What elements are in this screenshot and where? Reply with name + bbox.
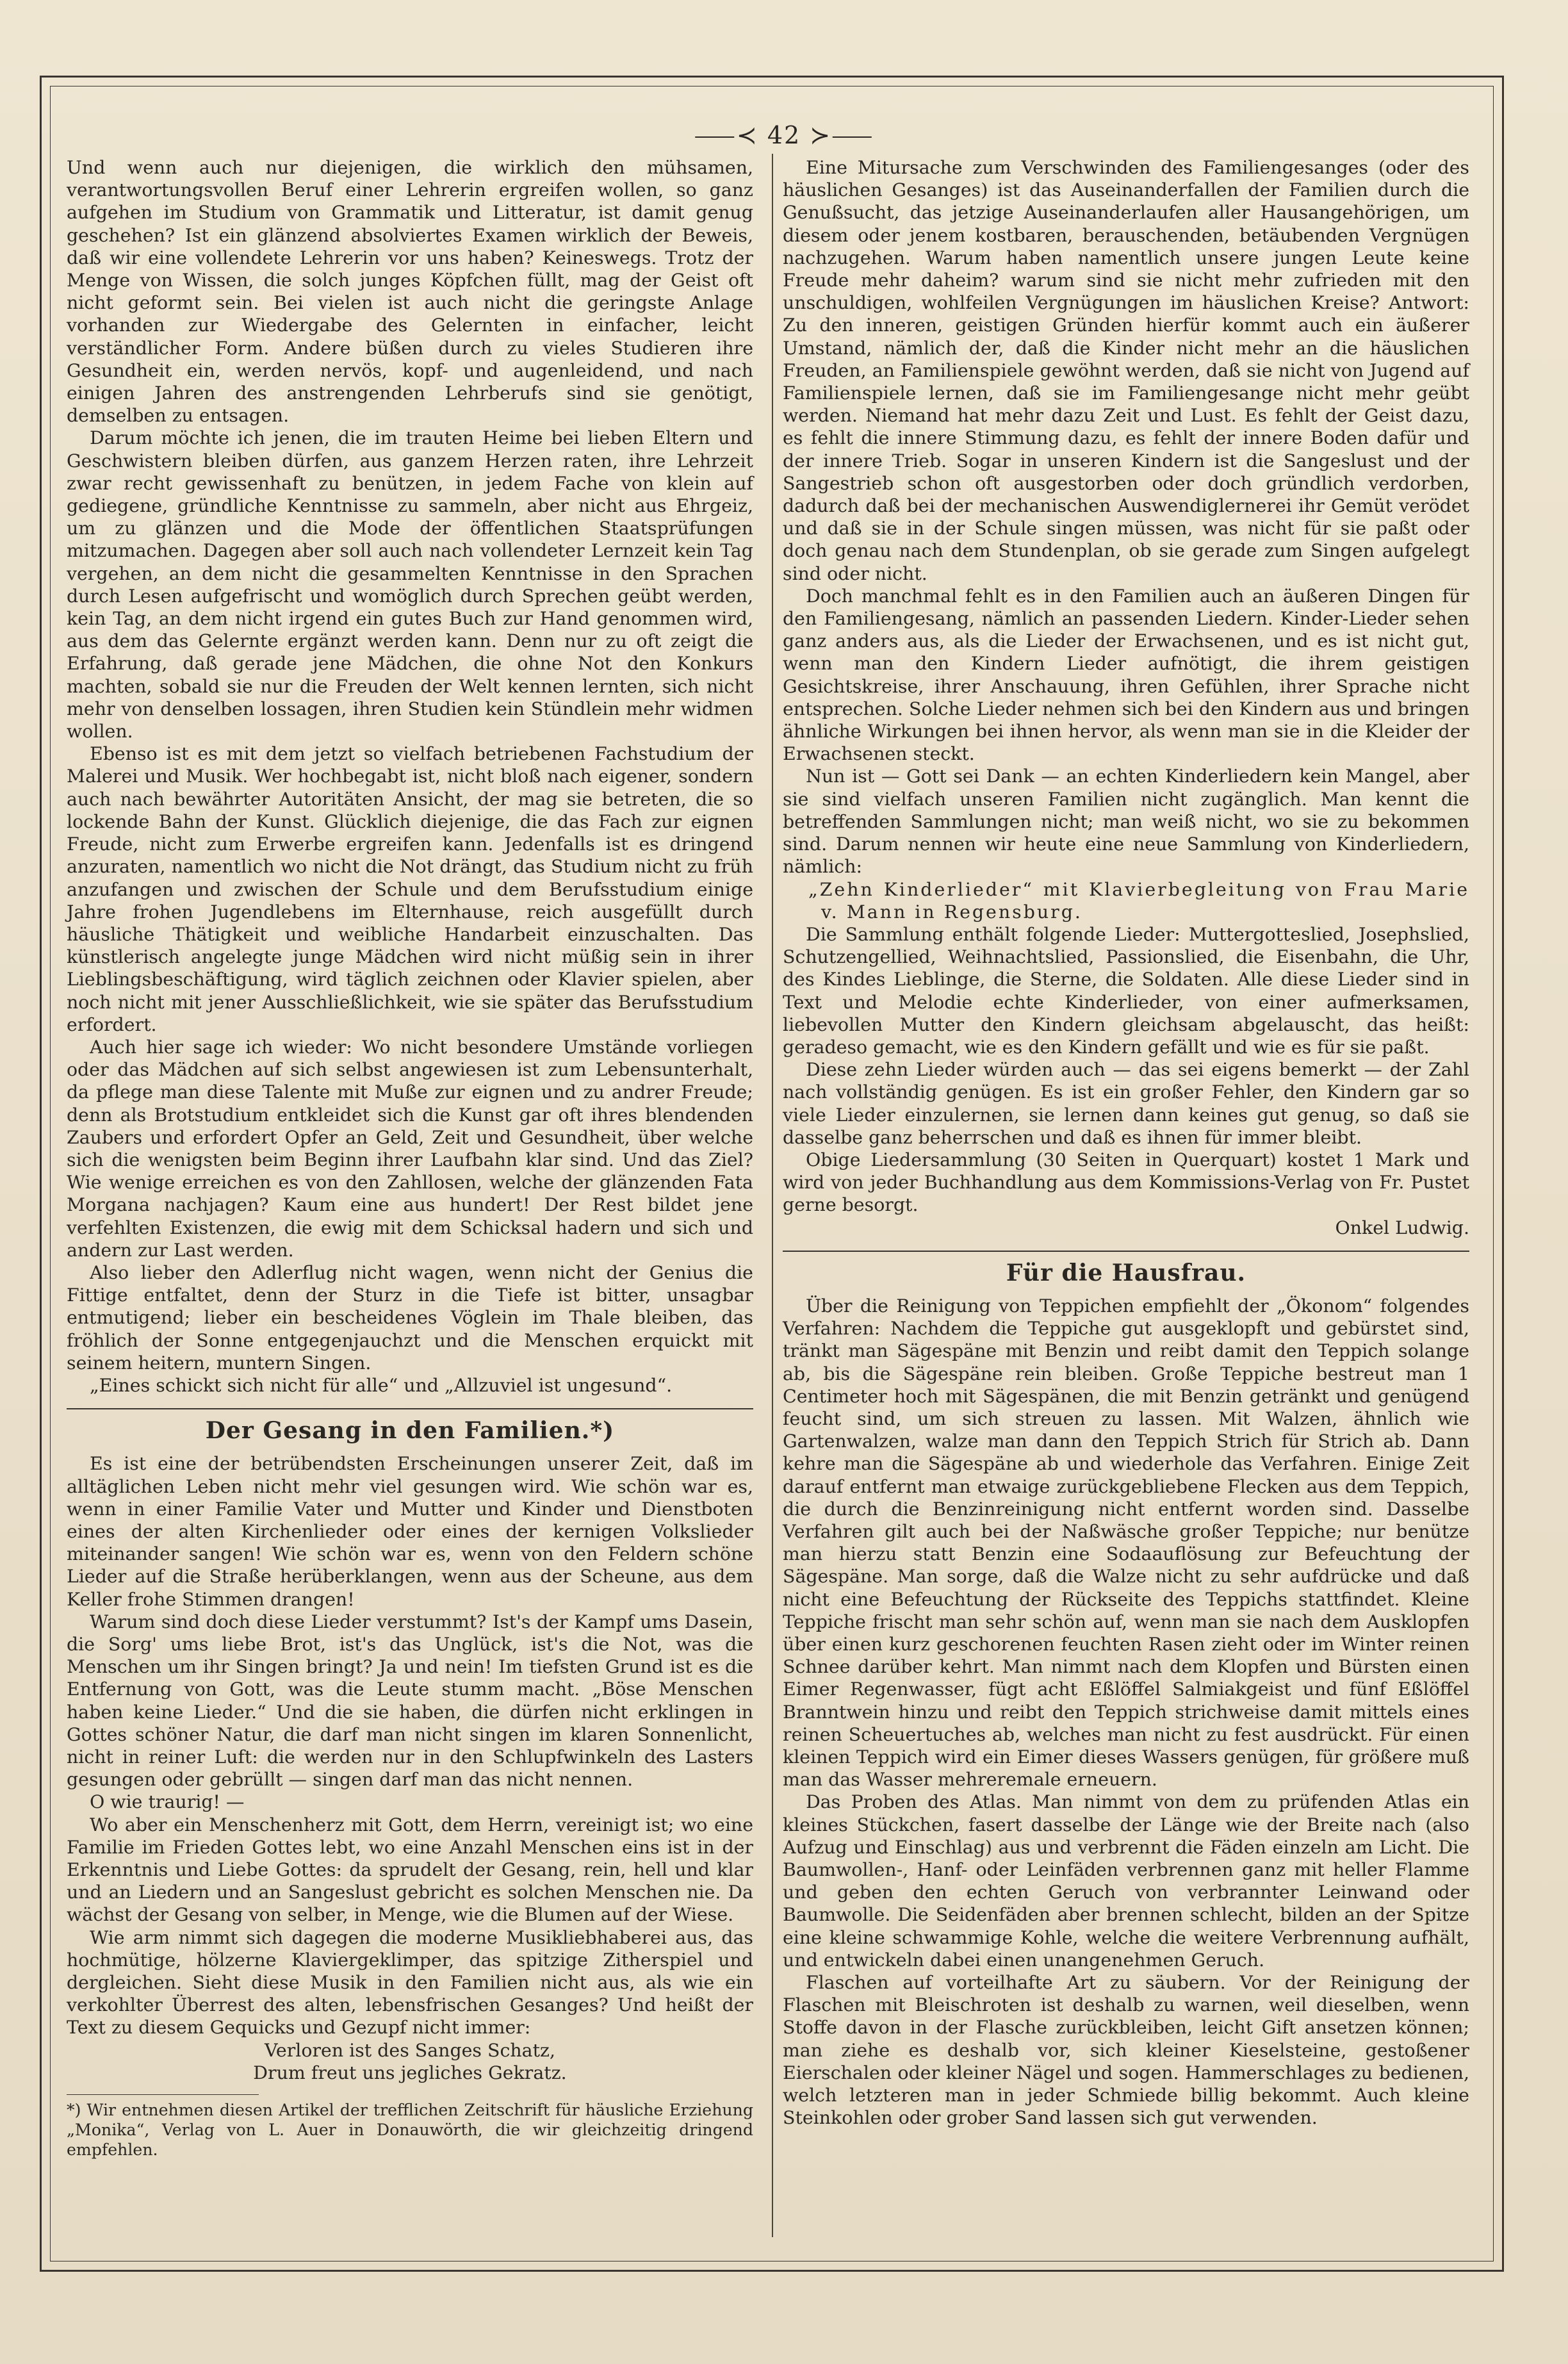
paragraph: Nun ist — Gott sei Dank — an echten Kinderliedern kein Mangel, aber sie sind vielfach unseren Familien nicht zugänglich. Man kennt die betreffenden Sammlungen nicht; man weiß nicht, wo sie zu bekommen sind. Darum nennen wir heute eine neue Sammlung von Kinderliedern, nämlich: bbox=[783, 766, 1469, 878]
left-ornament: ⸺≺ bbox=[694, 121, 767, 149]
paragraph: Flaschen auf vorteilhafte Art zu säubern. Vor der Reinigung der Flaschen mit Bleischroten ist deshalb zu warnen, weil dieselben, wenn Stoffe davon in der Flasche zurückbleiben, leicht Gift ansetzen können; man ziehe es deshalb vor, sich kleiner Kieselsteine, gestoßener Eierschalen oder kleiner Nägel und sogen. Hammerschlages zu bedienen, welch letzteren man in jeder Schmiede billig bekommt. Auch kleine Steinkohlen oder grober Sand lassen sich gut verwenden. bbox=[783, 1972, 1469, 2129]
column-divider bbox=[772, 154, 773, 2237]
paragraph: „Eines schickt sich nicht für alle“ und „Allzuviel ist ungesund“. bbox=[90, 1374, 673, 1396]
section-rule bbox=[67, 1408, 753, 1409]
page-number-value: 42 bbox=[767, 121, 801, 149]
paragraph: Es ist eine der betrübendsten Erscheinungen unserer Zeit, daß im alltäglichen Leben nicht mehr viel gesungen wird. Wie schön war es, wenn in einer Familie Vater und Mutter und Kinder und Dienstboten eines der alten Kirchenlieder oder eines der kernigen Volkslieder miteinander sangen! Wie schön war es, wenn von den Feldern schöne Lieder auf die Straße herüberklangen, wenn aus der Scheune, aus dem Keller frohe Stimmen drangen! bbox=[67, 1453, 753, 1610]
paragraph: Die Sammlung enthält folgende Lieder: Muttergotteslied, Josephslied, Schutzengellied, Weihnachtslied, Passionslied, die Eisenbahn, die Uhr, des Kindes Lieblinge, die Sterne, die Soldaten. Alle diese Lieder sind in Text und Melodie echte Kinderlieder, von einer aufmerksamen, liebevollen Mutter den Kindern gleichsam abgelauscht, das heißt: geradeso gemacht, wie es den Kindern gefällt und wie es für sie paßt. bbox=[783, 923, 1469, 1058]
paragraph: Und wenn auch nur diejenigen, die wirklich den mühsamen, verantwortungsvollen Beruf einer Lehrerin ergreifen wollen, so ganz aufgehen im Studium von Grammatik und Litteratur, ist damit genug geschehen? Ist ein glänzend absolviertes Examen wirklich der Beweis, daß wir eine vollendete Lehrerin vor uns haben? Keineswegs. Trotz der Menge von Wissen, die solch junges Köpfchen füllt, mag der Geist oft nicht geformt sein. Bei vielen ist auch nicht die geringste Anlage vorhanden zur Wiedergabe des Gelernten in einfacher, leicht verständlicher Form. Andere büßen durch zu vieles Studieren ihre Gesundheit ein, werden nervös, kopf- und augenleidend, und nach einigen Jahren des anstrengenden Lehrberufs sind sie genötigt, demselben zu entsagen. bbox=[67, 157, 753, 427]
paragraph: Diese zehn Lieder würden auch — das sei eigens bemerkt — der Zahl nach vollständig genügen. Es ist ein großer Fehler, den Kindern gar so viele Lieder einzulernen, sie lernen dann keines gut genug, so daß sie dasselbe ganz beherrschen und daß es ihnen für immer bleibt. bbox=[783, 1059, 1469, 1148]
verse-line: Drum freut uns jegliches Gekratz. bbox=[253, 2062, 567, 2083]
paragraph: Warum sind doch diese Lieder verstummt? Ist's der Kampf ums Dasein, die Sorg' ums liebe Brot, ist's das Unglück, ist's die Not, was die Menschen um ihr Singen bringt? Ja und nein! Im tiefsten Grund ist es die Entfernung von Gott, was die Leute stumm macht. „Böse Menschen haben keine Lieder.“ Und die sie haben, die dürfen nicht erklingen in Gottes schöner Natur, die darf man nicht singen im klaren Sonnenlicht, nicht in reiner Luft: die werden nur in den Schlupfwinkeln des Lasters gesungen oder gebrüllt — singen darf man das nicht nennen. bbox=[67, 1611, 753, 1791]
paragraph: Über die Reinigung von Teppichen empfiehlt der „Ökonom“ folgendes Verfahren: Nachdem die Teppiche gut ausgeklopft und gebürstet sind, tränkt man Sägespäne mit Benzin und reibt damit den Teppich solange ab, bis die Sägespäne rein bleiben. Große Teppiche bestreut man 1 Centimeter hoch mit Sägespänen, die mit Benzin getränkt und genügend feucht sind, um sich streuen zu lassen. Mit Walzen, ähnlich wie Gartenwalzen, walze man dann den Teppich Strich für Strich ab. Dann kehre man die Sägespäne ab und wiederhole das Verfahren. Einige Zeit darauf entfernt man etwaige zurückgebliebene Flecken aus dem Teppich, die durch die Benzinreinigung nicht entfernt worden sind. Dasselbe Verfahren gilt auch bei der Naßwäsche großer Teppiche; nur benütze man hierzu statt Benzin eine Sodaauflösung zur Befeuchtung der Sägespäne. Man sorge, daß die Walze nicht zu sehr aufdrücke und daß nicht eine Befeuchtung der Rückseite des Teppichs stattfindet. Kleine Teppiche frischt man sehr schön auf, wenn man sie nach dem Ausklopfen über einen kurz geschorenen feuchten Rasen zieht oder im Winter reinen Schnee darüber kehrt. Man nimmt nach dem Klopfen und Bürsten einen Eimer Regenwasser, fügt acht Eßlöffel Salmiakgeist und fünf Eßlöffel Branntwein hinzu und reibt den Teppich strichweise damit mittels eines reinen Scheuertuches ab, welches man nicht zu fest ausdrückt. Für einen kleinen Teppich wird ein Eimer dieses Wassers genügen, für größere muß man das Wasser mehreremale erneuern. bbox=[783, 1295, 1469, 1791]
paragraph: Auch hier sage ich wieder: Wo nicht besondere Umstände vorliegen oder das Mädchen auf sich selbst angewiesen ist zum Lebensunterhalt, da pflege man diese Talente mit Muße zur eignen und zu andrer Freude; denn als Brotstudium entkleidet sich die Kunst gar oft ihres blendenden Zaubers und erfordert Opfer an Geld, Zeit und Gesundheit, über welche sich die wenigsten beim Beginn ihrer Laufbahn klar sind. Und das Ziel? Wie wenige erreichen es von den Zahllosen, welche der glänzenden Fata Morgana nachjagen? Kaum eine aus hundert! Der Rest bildet jene verfehlten Existenzen, die ewig mit dem Schicksal hadern und sich und andern zur Last werden. bbox=[67, 1036, 753, 1261]
paragraph: Das Proben des Atlas. Man nimmt von dem zu prüfenden Atlas ein kleines Stückchen, fasert dasselbe der Länge wie der Breite nach (also Aufzug und Einschlag) aus und verbrennt die Fäden einzeln am Licht. Die Baumwollen-, Hanf- oder Leinfäden verbrennen ganz mit heller Flamme und geben den echten Geruch von verbrannter Leinwand oder Baumwolle. Die Seidenfäden aber brennen schlecht, bilden an der Spitze eine kleine schwammige Kohle, welche die weitere Verbrennung aufhält, und entwickeln dabei einen unangenehmen Geruch. bbox=[783, 1791, 1469, 1971]
page-number bbox=[0, 115, 1568, 151]
paragraph: Wo aber ein Menschenherz mit Gott, dem Herrn, vereinigt ist; wo eine Familie im Frieden Gottes lebt, wo eine Anzahl Menschen eins ist in der Erkenntnis und Liebe Gottes: da sprudelt der Gesang, rein, hell und klar und an Liedern und an Sangeslust gebricht es solchen Menschen nie. Da wächst der Gesang von selber, in Menge, wie die Blumen auf der Wiese. bbox=[67, 1814, 753, 1926]
quoted-title: „Zehn Kinderlieder“ mit Klavierbegleitung von Frau Marie v. Mann in Regensburg. bbox=[808, 878, 1469, 923]
section-rule bbox=[783, 1251, 1469, 1252]
section-title: Für die Hausfrau. bbox=[1006, 1259, 1246, 1286]
paragraph: Ebenso ist es mit dem jetzt so vielfach betriebenen Fachstudium der Malerei und Musik. Wer hochbegabt ist, nicht bloß nach eigener, sondern auch nach bewährter Autoritäten Ansicht, der mag sie betreten, die so lockende Bahn der Kunst. Glücklich diejenige, die das Fach zur eignen Freude, nicht zum Erwerbe ergreifen kann. Jedenfalls ist es dringend anzuraten, namentlich wo nicht die Not drängt, das Studium nicht zu früh anzufangen und zwischen der Schule und dem Berufsstudium einige Jahre frohen Jugendlebens im Elternhause, reich ausgefüllt durch häusliche Thätigkeit und weibliche Handarbeit einzuschalten. Das künstlerisch angelegte junge Mädchen wird nicht müßig sein in ihrer Lieblingsbeschäftigung, wird täglich zeichnen oder Klavier spielen, aber noch nicht mit jener Ausschließlichkeit, wie sie später das Berufsstudium erfordert. bbox=[67, 743, 753, 1035]
footnote: *) Wir entnehmen diesen Artikel der trefflichen Zeitschrift für häusliche Erziehung „Monika“, Verlag von L. Auer in Donauwörth, die wir gleichzeitig dringend empfehlen. bbox=[67, 2101, 753, 2160]
left-column bbox=[67, 156, 753, 2160]
paragraph: Also lieber den Adlerflug nicht wagen, wenn nicht der Genius die Fittige entfaltet, denn der Sturz in die Tiefe ist bitter, unsagbar entmutigend; lieber ein bescheidenes Vöglein im Thale bleiben, das fröhlich der Sonne entgegenjauchzt und die Menschen erquickt mit seinem heitern, muntern Singen. bbox=[67, 1261, 753, 1374]
signature: Onkel Ludwig. bbox=[1335, 1217, 1469, 1238]
paragraph: Darum möchte ich jenen, die im trauten Heime bei lieben Eltern und Geschwistern bleiben dürfen, aus ganzem Herzen raten, ihre Lehrzeit zwar recht gewissenhaft zu benützen, in jedem Fache von klein auf gediegene, gründliche Kenntnisse zu sammeln, aber nicht aus Ehrgeiz, um zu glänzen und die Mode der öffentlichen Staatsprüfungen mitzumachen. Dagegen aber soll auch nach vollendeter Lernzeit kein Tag vergehen, an dem nicht die gesammelten Kenntnisse in den Sprachen durch Lesen aufgefrischt und womöglich durch Sprechen geübt werden, kein Tag, an dem nicht irgend ein gutes Buch zur Hand genommen wird, aus dem das Gelernte ergänzt werden kann. Denn nur zu oft zeigt die Erfahrung, daß gerade jene Mädchen, die ohne Not den Konkurs machten, sobald sie nur die Freuden der Welt kennen lernten, sich nicht mehr von denselben lossagen, ihren Studien kein Stündlein mehr widmen wollen. bbox=[67, 427, 753, 743]
paragraph: Doch manchmal fehlt es in den Familien auch an äußeren Dingen für den Familiengesang, nämlich an passenden Liedern. Kinder-Lieder sehen ganz anders aus, als die Lieder der Erwachsenen, und es ist nicht gut, wenn man den Kindern Lieder aufnötigt, die ihrem geistigen Gesichtskreise, ihrer Anschauung, ihren Gefühlen, ihrer Sprache nicht entsprechen. Solche Lieder nehmen sich bei den Kindern aus und bringen ähnliche Wirkungen bei ihnen hervor, als wenn man sie in die Kleider der Erwachsenen steckt. bbox=[783, 585, 1469, 765]
paragraph: Obige Liedersammlung (30 Seiten in Querquart) kostet 1 Mark und wird von jeder Buchhandlung aus dem Kommissions-Verlag von Fr. Pustet gerne besorgt. bbox=[783, 1149, 1469, 1216]
paragraph: Wie arm nimmt sich dagegen die moderne Musikliebhaberei aus, das hochmütige, hölzerne Klaviergeklimper, das spitzige Zitherspiel und dergleichen. Sieht diese Musik in den Familien nicht aus, als wie ein verkohlter Überrest des alten, lebensfrischen Gesanges? Und heißt der Text zu diesem Gequicks und Gezupf nicht immer: bbox=[67, 1926, 753, 2039]
paragraph: Eine Mitursache zum Verschwinden des Familiengesanges (oder des häuslichen Gesanges) ist das Auseinanderfallen der Familien durch die Genußsucht, das jetzige Auseinanderlaufen aller Hausangehörigen, um diesem oder jenem kostbaren, berauschenden, betäubenden Vergnügen nachzugehen. Warum haben namentlich unsere jungen Leute keine Freude mehr daheim? warum sind sie nicht mehr zufrieden mit den unschuldigen, wohlfeilen Vergnügungen im häuslichen Kreise? Antwort: Zu den inneren, geistigen Gründen hierfür kommt auch ein äußerer Umstand, nämlich der, daß die Kinder nicht mehr an die häuslichen Freuden, an Familienspiele gewöhnt werden, daß sie nicht von Jugend auf Familienspiele lernen, daß sie im Familiengesange nicht mehr geübt werden. Niemand hat mehr dazu Zeit und Lust. Es fehlt der Geist dazu, es fehlt die innere Stimmung dazu, es fehlt der innere Boden dafür und der innere Trieb. Sogar in unseren Kindern ist die Sangeslust und der Sangestrieb schon oft ausgestorben oder doch gründlich verdorben, dadurch daß bei der mechanischen Auswendiglernerei ihr Gemüt verödet und daß sie in der Schule singen müssen, was nicht für sie paßt oder doch genau nach dem Stundenplan, ob sie gerade zum Singen aufgelegt sind oder nicht. bbox=[783, 157, 1469, 584]
footnote-rule bbox=[67, 2094, 259, 2095]
right-column bbox=[783, 156, 1469, 2129]
article-title: Der Gesang in den Familien.*) bbox=[205, 1417, 615, 1445]
paragraph: O wie traurig! — bbox=[90, 1791, 245, 1813]
verse-line: Verloren ist des Sanges Schatz, bbox=[265, 2039, 555, 2061]
right-ornament: ≻⸺ bbox=[801, 121, 874, 149]
